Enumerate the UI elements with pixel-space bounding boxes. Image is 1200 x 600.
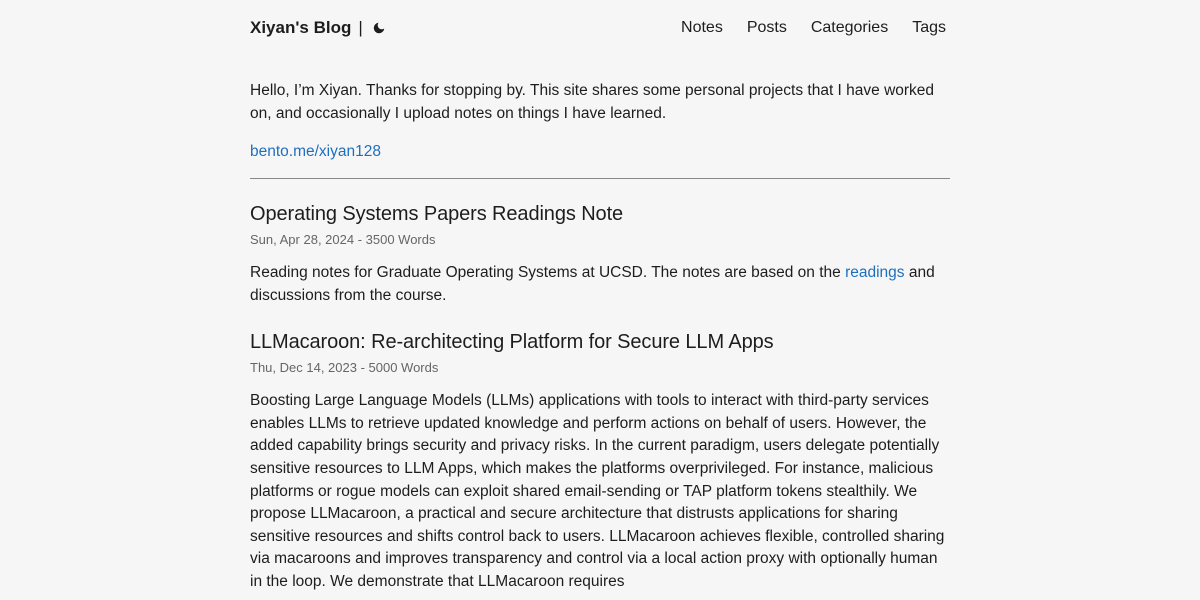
nav-tags[interactable]: Tags <box>912 19 946 36</box>
site-header <box>250 0 950 58</box>
nav-notes[interactable]: Notes <box>681 19 723 36</box>
nav-categories[interactable]: Categories <box>810 19 889 36</box>
summary-text: Reading notes for Graduate Operating Systems at UCSD. The notes are based on the <box>250 264 846 281</box>
brand-title: Xiyan's Blog <box>250 18 352 37</box>
intro-section <box>250 79 950 163</box>
post-summary <box>250 262 950 307</box>
post-title[interactable]: LLMacaroon: Re-architecting Platform for Secure LLM Apps <box>250 331 774 354</box>
main-nav <box>657 19 946 37</box>
page-container <box>250 0 950 594</box>
intro-text: Hello, I’m Xiyan. Thanks for stopping by. This site shares some personal projects that I have worked on, and occasionally I upload notes on things I have learned. <box>250 82 935 122</box>
readings-link[interactable]: readings <box>845 264 905 281</box>
post-item <box>250 201 950 307</box>
post-title[interactable]: Operating Systems Papers Readings Note <box>250 203 624 225</box>
brand-separator: | <box>358 18 363 37</box>
post-meta: Sun, Apr 28, 2024 - 3500 Words <box>250 232 436 247</box>
divider <box>250 178 950 179</box>
profile-link[interactable]: bento.me/xiyan128 <box>250 143 381 160</box>
site-brand[interactable] <box>250 18 387 38</box>
summary-text: and discussions from the course. <box>250 264 935 304</box>
post-item <box>250 329 950 593</box>
post-meta: Thu, Dec 14, 2023 - 5000 Words <box>250 360 439 376</box>
moon-icon[interactable] <box>371 20 387 36</box>
post-summary: Boosting Large Language Models (LLMs) applications with tools to interact with third-party services enables LLMs to retrieve updated knowledge and perform actions on behalf of users. However, the added capability brings security and privacy risks. In the current paradigm, users delegate potentially sensitive resources to LLM Apps, which makes the platforms overprivileged. For instance, malicious platforms or rogue models can exploit shared email-sending or TAP platform tokens stealthily. We propose LLMacaroon, a practical and secure architecture that distrusts applications for sharing sensitive resources and shifts control back to users. LLMacaroon achieves flexible, controlled sharing via macaroons and improves transparency and control via a local action proxy with optionally human in the loop. We demonstrate that LLMacaroon requires <box>250 392 945 590</box>
nav-posts[interactable]: Posts <box>746 19 787 36</box>
